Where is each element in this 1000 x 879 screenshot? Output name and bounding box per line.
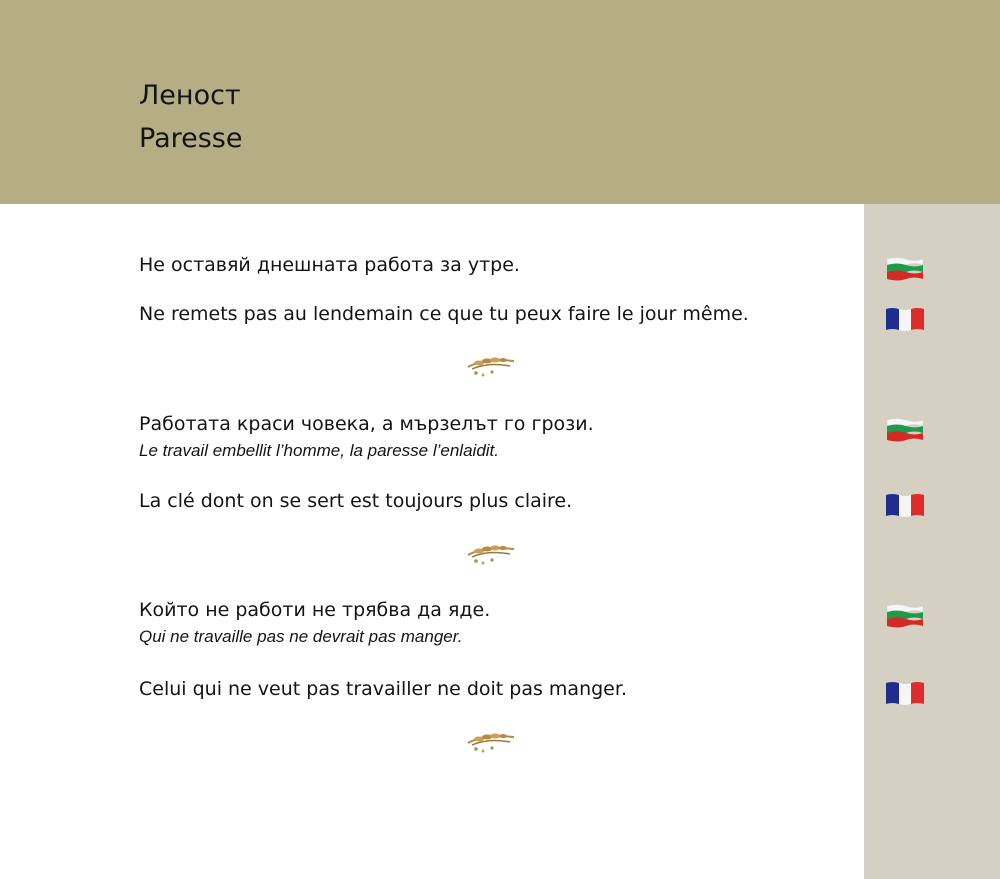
title-bulgarian: Леност [139,80,241,111]
proverb-2-french: La clé dont on se sert est toujours plus claire. [139,490,573,512]
proverb-3-french: Celui qui ne veut pas travailler ne doit pas manger. [139,678,627,700]
wheat-ornament-icon [464,726,518,756]
proverb-3-bulgarian: Който не работи не трябва да яде. [139,599,491,621]
bulgarian-flag-icon [885,256,925,284]
proverb-1-french: Ne remets pas au lendemain ce que tu peux faire le jour même. [139,303,749,325]
proverb-3-translation: Qui ne travaille pas ne devrait pas manger. [139,627,463,646]
proverb-2-translation: Le travail embellit l’homme, la paresse l’enlaidit. [139,441,499,460]
french-flag-icon [885,305,925,333]
proverb-2-bulgarian: Работата краси човека, а мързелът го грози. [139,413,594,435]
wheat-ornament-icon [464,350,518,380]
page-header [0,0,1000,204]
bulgarian-flag-icon [885,603,925,631]
french-flag-icon [885,491,925,519]
page-title [139,74,242,160]
wheat-ornament-icon [464,538,518,568]
bulgarian-flag-icon [885,417,925,445]
proverb-1-bulgarian: Не оставяй днешната работа за утре. [139,254,520,276]
title-french: Paresse [139,123,243,154]
french-flag-icon [885,679,925,707]
